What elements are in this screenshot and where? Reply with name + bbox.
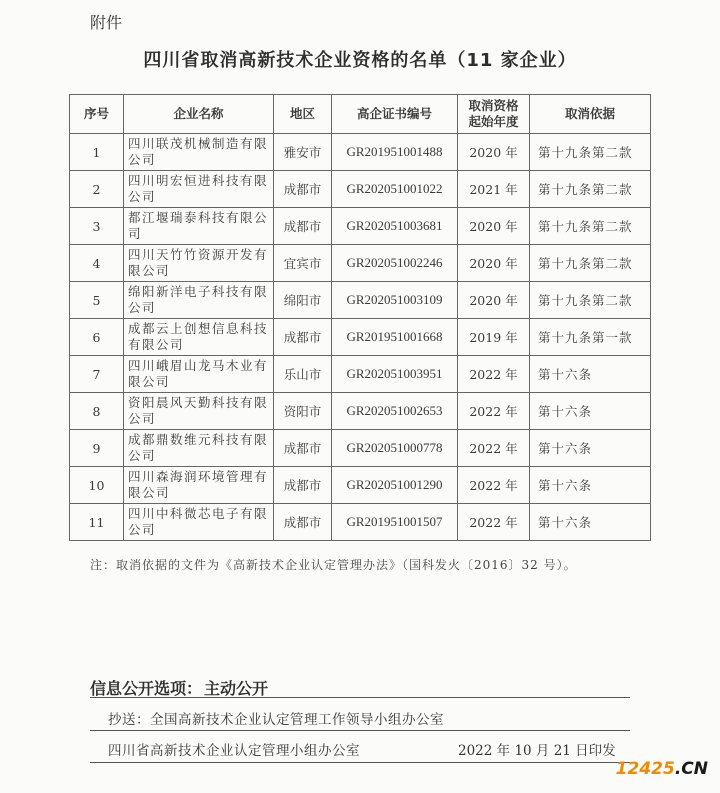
attachment-label: 附件: [90, 13, 123, 32]
watermark-domain: .CN: [674, 759, 708, 779]
cell-company-name: 成都鼎数维元科技有限公司: [124, 430, 274, 467]
cell-no: 6: [70, 319, 124, 356]
table-row: [70, 467, 651, 504]
cell-region: 成都市: [274, 430, 332, 467]
table-row: [70, 356, 651, 393]
table-row: [70, 504, 651, 541]
table-row: [70, 430, 651, 467]
cell-start-year: 2020 年: [458, 282, 530, 319]
cell-start-year: 2022 年: [458, 356, 530, 393]
cell-start-year: 2019 年: [458, 319, 530, 356]
cell-start-year: 2022 年: [458, 504, 530, 541]
issue-date: 2022 年 10 月 21 日印发: [458, 743, 616, 759]
cell-company-name: 四川明宏恒进科技有限公司: [124, 171, 274, 208]
cell-company-name: 四川天竹竹资源开发有限公司: [124, 245, 274, 282]
cell-start-year: 2020 年: [458, 208, 530, 245]
disclosure-label: 信息公开选项：: [90, 679, 203, 698]
cell-company-name: 资阳晨风天勤科技有限公司: [124, 393, 274, 430]
cell-start-year: 2021 年: [458, 171, 530, 208]
cell-basis: 第十九条第二款: [530, 282, 651, 319]
cell-cert-number: GR201951001668: [332, 319, 458, 356]
cell-region: 成都市: [274, 208, 332, 245]
cell-company-name: 四川联茂机械制造有限公司: [124, 134, 274, 171]
cell-region: 宜宾市: [274, 245, 332, 282]
revoked-enterprises-table: [69, 94, 651, 541]
cell-region: 资阳市: [274, 393, 332, 430]
table-row: [70, 208, 651, 245]
cell-start-year: 2022 年: [458, 430, 530, 467]
cell-basis: 第十九条第二款: [530, 134, 651, 171]
divider-line: [90, 762, 630, 763]
cell-region: 绵阳市: [274, 282, 332, 319]
cell-cert-number: GR202051003951: [332, 356, 458, 393]
issuing-office: 四川省高新技术企业认定管理小组办公室: [108, 743, 360, 759]
disclosure-option: [90, 676, 268, 699]
cell-no: 2: [70, 171, 124, 208]
cell-no: 7: [70, 356, 124, 393]
cell-cert-number: GR201951001488: [332, 134, 458, 171]
table-row: [70, 319, 651, 356]
cell-cert-number: GR202051002653: [332, 393, 458, 430]
cell-start-year: 2022 年: [458, 467, 530, 504]
cell-no: 5: [70, 282, 124, 319]
cell-no: 4: [70, 245, 124, 282]
watermark-number: 12425: [615, 759, 675, 779]
cell-cert-number: GR202051002246: [332, 245, 458, 282]
cell-basis: 第十六条: [530, 393, 651, 430]
cell-no: 3: [70, 208, 124, 245]
cell-region: 成都市: [274, 319, 332, 356]
cell-no: 8: [70, 393, 124, 430]
divider-line: [90, 697, 630, 698]
table-row: [70, 393, 651, 430]
header-name: 企业名称: [124, 95, 274, 134]
cell-no: 10: [70, 467, 124, 504]
cell-basis: 第十九条第二款: [530, 208, 651, 245]
table-row: [70, 171, 651, 208]
cell-cert-number: GR202051001290: [332, 467, 458, 504]
cell-company-name: 成都云上创想信息科技有限公司: [124, 319, 274, 356]
cell-company-name: 绵阳新洋电子科技有限公司: [124, 282, 274, 319]
cell-basis: 第十六条: [530, 504, 651, 541]
cell-company-name: 四川森海润环境管理有限公司: [124, 467, 274, 504]
document-title: 四川省取消高新技术企业资格的名单（11 家企业）: [143, 50, 577, 71]
site-watermark: [616, 759, 708, 779]
cell-basis: 第十九条第二款: [530, 171, 651, 208]
table-row: [70, 245, 651, 282]
cell-start-year: 2020 年: [458, 134, 530, 171]
cell-company-name: 四川峨眉山龙马木业有限公司: [124, 356, 274, 393]
table-row: [70, 282, 651, 319]
cell-basis: 第十六条: [530, 430, 651, 467]
cell-cert-number: GR202051003681: [332, 208, 458, 245]
cc-line: 抄送：全国高新技术企业认定管理工作领导小组办公室: [108, 712, 444, 728]
cell-start-year: 2022 年: [458, 393, 530, 430]
cell-basis: 第十九条第二款: [530, 245, 651, 282]
table-header-row: [70, 95, 651, 134]
disclosure-value: 主动公开: [204, 679, 269, 698]
header-region: 地区: [274, 95, 332, 134]
header-basis: 取消依据: [530, 95, 651, 134]
cell-no: 11: [70, 504, 124, 541]
cell-region: 乐山市: [274, 356, 332, 393]
cell-cert-number: GR202051003109: [332, 282, 458, 319]
cell-cert-number: GR202051001022: [332, 171, 458, 208]
footnote: 注：取消依据的文件为《高新技术企业认定管理办法》（国科发火〔2016〕32 号）。: [90, 558, 577, 572]
cell-company-name: 四川中科微芯电子有限公司: [124, 504, 274, 541]
cell-basis: 第十九条第一款: [530, 319, 651, 356]
cell-region: 成都市: [274, 171, 332, 208]
cell-no: 9: [70, 430, 124, 467]
cell-region: 成都市: [274, 467, 332, 504]
cell-basis: 第十六条: [530, 356, 651, 393]
header-cert: 高企证书编号: [332, 95, 458, 134]
cell-basis: 第十六条: [530, 467, 651, 504]
cell-no: 1: [70, 134, 124, 171]
table-row: [70, 134, 651, 171]
divider-line: [90, 730, 630, 731]
cell-start-year: 2020 年: [458, 245, 530, 282]
header-year: 取消资格 起始年度: [458, 95, 530, 134]
cell-cert-number: GR201951001507: [332, 504, 458, 541]
cell-company-name: 都江堰瑞泰科技有限公司: [124, 208, 274, 245]
cell-region: 雅安市: [274, 134, 332, 171]
header-no: 序号: [70, 95, 124, 134]
cell-region: 成都市: [274, 504, 332, 541]
cell-cert-number: GR202051000778: [332, 430, 458, 467]
